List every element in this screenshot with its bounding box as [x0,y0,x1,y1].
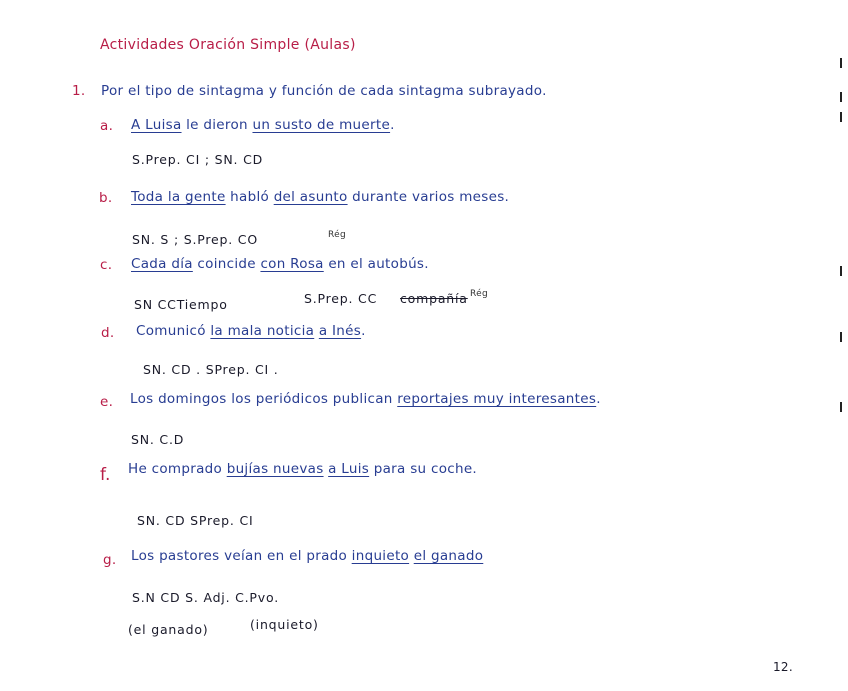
underlined-phrase: a Luis [328,461,370,477]
item-g-sub-1: (el ganado) [128,622,209,637]
underlined-phrase: Cada día [131,256,193,272]
item-e-answer: SN. C.D [131,432,185,447]
item-a-answer: S.Prep. CI ; SN. CD [132,152,264,167]
underlined-phrase: del asunto [273,189,348,205]
item-f-sentence [128,463,477,477]
item-c-answer-1: SN CCTiempo [134,297,228,312]
item-f-answer: SN. CD SPrep. CI [137,513,254,528]
underlined-phrase: inquieto [351,548,410,564]
underlined-phrase: reportajes muy interesantes [397,391,597,407]
item-g-sub-2: (inquieto) [250,617,319,632]
sentence-text: Comunicó [136,323,211,339]
item-g-letter: g. [103,552,117,568]
page-number: 12. [773,660,793,674]
underlined-phrase: el ganado [413,548,484,564]
item-c-answer-2: S.Prep. CC [304,291,378,306]
sentence-text: durante varios meses. [347,189,510,205]
sentence-text: coincide [192,256,261,272]
edge-mark [840,402,842,412]
underlined-phrase: Toda la gente [131,189,226,205]
sentence-text: . [390,117,395,133]
item-e-sentence [130,393,601,407]
edge-mark [840,112,842,122]
underlined-phrase: con Rosa [260,256,324,272]
edge-mark [840,58,842,68]
sentence-text: Los domingos los periódicos publican [130,391,398,407]
item-c-struck-word: compañía [400,291,468,306]
item-g-sentence [131,550,483,564]
exercise-number: 1. [72,83,86,99]
item-b-note: Rég [328,230,346,240]
edge-mark [840,332,842,342]
binding-edge-marks [840,0,844,691]
sentence-text: . [596,391,601,407]
underlined-phrase: A Luisa [131,117,182,133]
item-c-sentence [131,258,429,272]
item-d-answer: SN. CD . SPrep. CI . [143,362,279,377]
item-e-letter: e. [100,394,114,410]
exercise-prompt: Por el tipo de sintagma y función de cada sintagma subrayado. [101,83,547,99]
item-a-sentence [131,119,395,133]
item-d-letter: d. [101,325,115,341]
item-d-sentence [136,325,366,339]
sentence-text: en el autobús. [323,256,429,272]
sentence-text: habló [225,189,274,205]
item-c-letter: c. [100,257,113,273]
sentence-text: para su coche. [369,461,478,477]
item-b-sentence [131,191,509,205]
page-title: Actividades Oración Simple (Aulas) [100,37,356,53]
item-a-letter: a. [100,118,114,134]
underlined-phrase: bujías nuevas [226,461,324,477]
item-b-letter: b. [99,190,113,206]
sentence-text: le dieron [181,117,253,133]
edge-mark [840,92,842,102]
item-g-answer: S.N CD S. Adj. C.Pvo. [132,590,279,605]
underlined-phrase: un susto de muerte [252,117,391,133]
underlined-phrase: la mala noticia [210,323,315,339]
sentence-text: Los pastores veían en el prado [131,548,352,564]
edge-mark [840,266,842,276]
item-f-letter: f. [100,465,111,485]
sentence-text: He comprado [128,461,227,477]
item-c-note: Rég [470,289,488,299]
sentence-text: . [361,323,366,339]
underlined-phrase: a Inés [318,323,362,339]
item-b-answer: SN. S ; S.Prep. CO [132,232,258,247]
